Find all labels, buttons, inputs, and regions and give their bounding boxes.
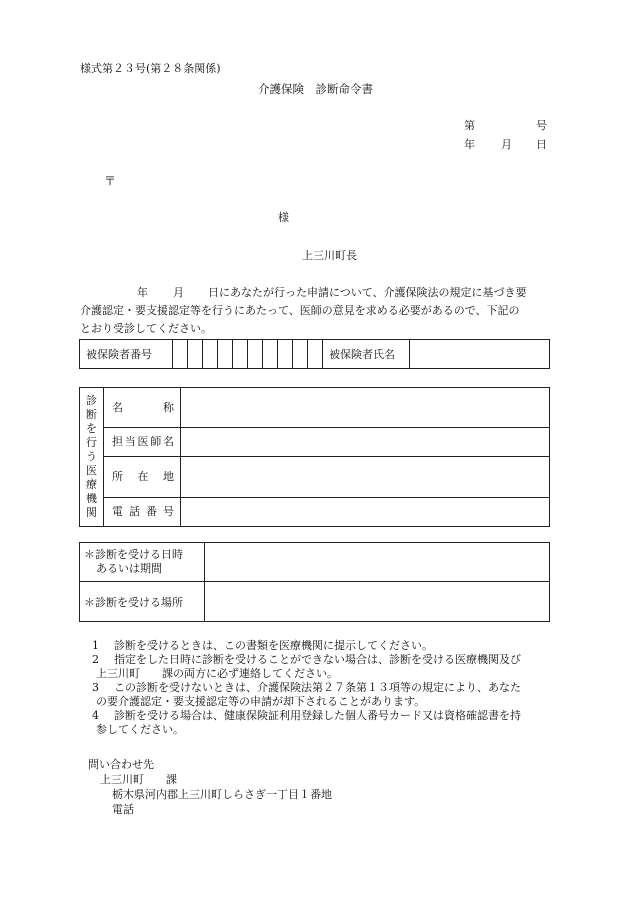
schedule-table: [79, 542, 550, 622]
insured-number-digit-cell[interactable]: [293, 340, 308, 369]
issuer-name: 上三川町長: [302, 249, 357, 262]
clinic-doctor-field[interactable]: [181, 428, 550, 457]
insured-name-field[interactable]: [410, 340, 550, 369]
insured-number-digit-cell[interactable]: [203, 340, 218, 369]
clinic-doctor-label: 担 当 医 師 名: [112, 435, 174, 448]
note-item: [88, 653, 521, 667]
note-item: [88, 639, 433, 653]
insured-name-label: 被保険者氏名: [323, 340, 410, 369]
body-line-1: 日にあなたが行った申請について、介護保険法の規定に基づき要: [208, 286, 527, 299]
schedule-date-label-line-2: あるいは期間: [96, 562, 162, 575]
contact-phone-label: 電話: [112, 803, 134, 816]
note-text: この診断を受けないときは、介護保険法第２７条第１３項等の規定により、あなた: [114, 681, 521, 694]
note-number: 4: [92, 709, 99, 722]
insured-number-digit-cell[interactable]: [278, 340, 293, 369]
date-year-label: 年: [464, 138, 475, 151]
body-month-label: 月: [173, 286, 184, 299]
note-text: 診断を受ける場合は、健康保険証利用登録した個人番号カード又は資格確認書を持: [114, 709, 521, 722]
contact-department: 上三川町 課: [100, 773, 177, 786]
note-text-continued: の要介護認定・要支援認定等の申請が却下されることがあります。: [96, 695, 426, 708]
schedule-place-field[interactable]: [205, 582, 550, 622]
schedule-date-field[interactable]: [205, 543, 550, 582]
insured-number-digit-cell[interactable]: [218, 340, 233, 369]
insured-number-digit-cell[interactable]: [248, 340, 263, 369]
insured-number-digit-cell[interactable]: [173, 340, 188, 369]
clinic-name-label-cell: [104, 388, 181, 428]
clinic-phone-label: 電 話 番 号: [112, 505, 174, 518]
clinic-address-field[interactable]: [181, 457, 550, 498]
clinic-address-label: 所 在 地: [112, 470, 174, 483]
insured-number-digit-cell[interactable]: [308, 340, 323, 369]
clinic-name-field[interactable]: [181, 388, 550, 428]
contact-address: 栃木県河内郡上三川町しらさぎ一丁目１番地: [112, 788, 332, 801]
note-text-continued: 上三川町 課の両方に必ず連絡してください。: [96, 667, 338, 680]
schedule-date-label-cell: [80, 543, 205, 582]
contact-heading: 問い合わせ先: [88, 758, 154, 771]
note-item: [88, 709, 521, 723]
schedule-place-label: ＊診断を受ける場所: [80, 582, 205, 622]
clinic-side-label-cell: [80, 388, 104, 527]
document-number-suffix: 号: [536, 119, 547, 132]
insured-number-digit-cell[interactable]: [263, 340, 278, 369]
clinic-address-label-cell: [104, 457, 181, 498]
schedule-date-label-line-1: ＊診断を受ける日時: [84, 548, 183, 561]
note-text-continued: 参してください。: [96, 723, 184, 736]
body-line-3: とおり受診してください。: [80, 322, 212, 335]
clinic-phone-label-cell: [104, 498, 181, 527]
form-number: 様式第２３号(第２８条関係): [80, 62, 221, 75]
document-number-prefix: 第: [464, 119, 475, 132]
document-title: 介護保険 診断命令書: [258, 82, 373, 96]
note-item: [88, 681, 521, 695]
postal-mark: 〒: [104, 174, 117, 188]
date-day-label: 日: [536, 138, 547, 151]
note-text: 指定をした日時に診断を受けることができない場合は、診断を受ける医療機関及び: [114, 653, 521, 666]
insured-number-digit-cell[interactable]: [188, 340, 203, 369]
clinic-phone-field[interactable]: [181, 498, 550, 527]
body-line-2: 介護認定・要支援認定等を行うにあたって、医師の意見を求める必要があるので、下記の: [80, 304, 520, 317]
body-year-label: 年: [137, 286, 148, 299]
clinic-doctor-label-cell: [104, 428, 181, 457]
note-number: 1: [92, 639, 99, 652]
note-text: 診断を受けるときは、この書類を医療機関に提示してください。: [114, 639, 433, 652]
recipient-honorific: 様: [278, 211, 289, 224]
date-month-label: 月: [501, 138, 512, 151]
insured-number-label: 被保険者番号: [80, 340, 173, 369]
insured-number-digit-cell[interactable]: [233, 340, 248, 369]
clinic-name-label: 名 称: [112, 401, 174, 414]
note-number: 2: [92, 653, 99, 666]
note-number: 3: [92, 681, 99, 694]
clinic-table: [79, 387, 550, 527]
insured-table: [79, 339, 550, 369]
clinic-side-label: 診 断 を 行 う 医 療 機 関: [86, 394, 97, 519]
